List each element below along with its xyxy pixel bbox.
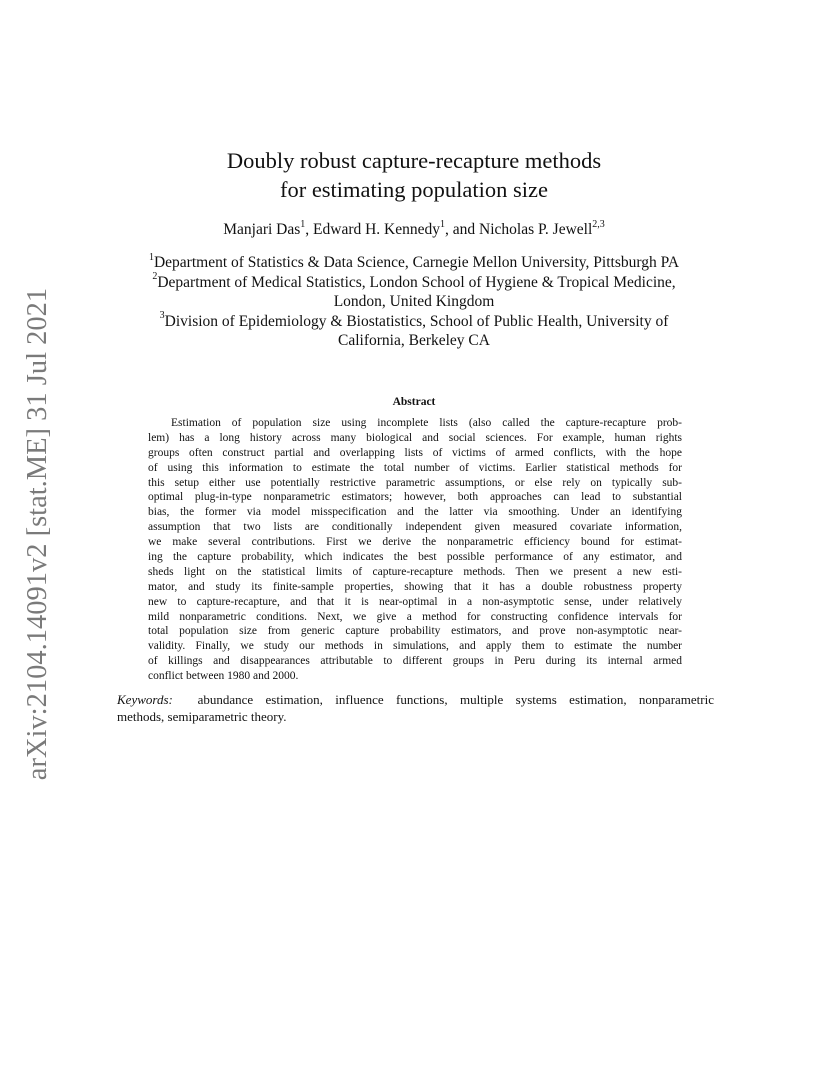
affiliation-mark: 3	[159, 310, 165, 322]
abstract-line: this setup either use potentially restrictive parametric assumptions, or else rely on typically sub-	[148, 476, 682, 489]
author-list	[0, 220, 828, 240]
abstract-line: conflict between 1980 and 2000.	[148, 670, 299, 683]
title-line: for estimating population size	[279, 177, 549, 202]
author-name: Edward H. Kennedy	[313, 221, 441, 238]
author-separator: ,	[305, 221, 314, 238]
author-affiliation-mark: 2,3	[592, 218, 605, 230]
author-name: Manjari Das	[223, 221, 301, 238]
abstract-line: sheds light on the statistical limits of capture-recapture methods. Then we present a new esti-	[148, 565, 682, 578]
abstract-line: validity. Finally, we study our methods in simulations, and apply them to estimate the number	[148, 640, 682, 653]
affiliation-line	[100, 253, 728, 273]
abstract-line: assumption that two lists are conditionally independent given measured covariate information,	[148, 521, 682, 534]
affiliation-line: London, United Kingdom	[333, 293, 495, 310]
author-name: Nicholas P. Jewell	[479, 221, 593, 238]
affiliation-text: Department of Medical Statistics, London School of Hygiene & Tropical Medicine,	[157, 273, 676, 291]
arxiv-identifier-stamp: arXiv:2104.14091v2 [stat.ME] 31 Jul 2021	[22, 287, 53, 781]
affiliation-line	[100, 273, 728, 293]
affiliation-mark: 2	[152, 271, 158, 283]
abstract-line: Estimation of population size using incomplete lists (also called the capture-recapture prob-	[171, 417, 682, 429]
affiliation-text: Division of Epidemiology & Biostatistics, School of Public Health, University of	[164, 312, 669, 330]
paper-title	[0, 146, 828, 204]
abstract-heading: Abstract	[392, 396, 436, 408]
abstract-line: mator, and study its finite-sample properties, showing that it has a double robustness property	[148, 580, 682, 593]
keywords-line: methods, semiparametric theory.	[117, 709, 287, 724]
abstract-line: bias, the former via model misspecification and the latter via smoothing. Under an identifying	[148, 506, 682, 519]
abstract-line: we make several contributions. First we derive the nonparametric efficiency bound for estimat-	[148, 536, 682, 549]
keywords-text: abundance estimation, influence functions, multiple systems estimation, nonparametric	[197, 692, 715, 707]
abstract-line: of killings and disappearances attributable to different groups in Peru during its internal armed	[148, 655, 682, 668]
abstract-line: ing the capture probability, which indicates the best possible performance of any estimator, and	[148, 551, 682, 564]
author-affiliation-mark: 1	[300, 218, 306, 230]
affiliation-line	[100, 312, 728, 332]
keywords-line	[117, 691, 714, 708]
keywords-label: Keywords:	[117, 692, 173, 707]
affiliation-list	[100, 253, 728, 351]
title-line: Doubly robust capture-recapture methods	[226, 148, 602, 173]
abstract-line: of using this information to estimate the total number of victims. Earlier statistical methods for	[148, 461, 682, 474]
abstract-line: optimal plug-in-type nonparametric estimators; however, both approaches can lead to substantial	[148, 491, 682, 504]
affiliation-line: California, Berkeley CA	[338, 332, 490, 349]
abstract-line: new to capture-recapture, and that it is near-optimal in a non-asymptotic sense, under relatively	[148, 595, 682, 608]
affiliation-mark: 1	[148, 251, 154, 263]
abstract-line: lem) has a long history across many biological and social sciences. For example, human rights	[148, 431, 682, 444]
keywords-section	[117, 691, 714, 725]
author-separator: , and	[445, 221, 480, 238]
abstract-line: mild nonparametric conditions. Next, we give a method for constructing confidence intervals for	[148, 610, 682, 623]
affiliation-text: Department of Statistics & Data Science, Carnegie Mellon University, Pittsburgh PA	[153, 254, 680, 271]
abstract-line: groups often construct partial and overlapping lists of victims of armed conflicts, with the hope	[148, 446, 682, 459]
abstract-line: total population size from generic capture probability estimators, and prove non-asymptotic near-	[148, 625, 682, 638]
author-affiliation-mark: 1	[440, 218, 446, 230]
abstract-body	[148, 416, 682, 684]
